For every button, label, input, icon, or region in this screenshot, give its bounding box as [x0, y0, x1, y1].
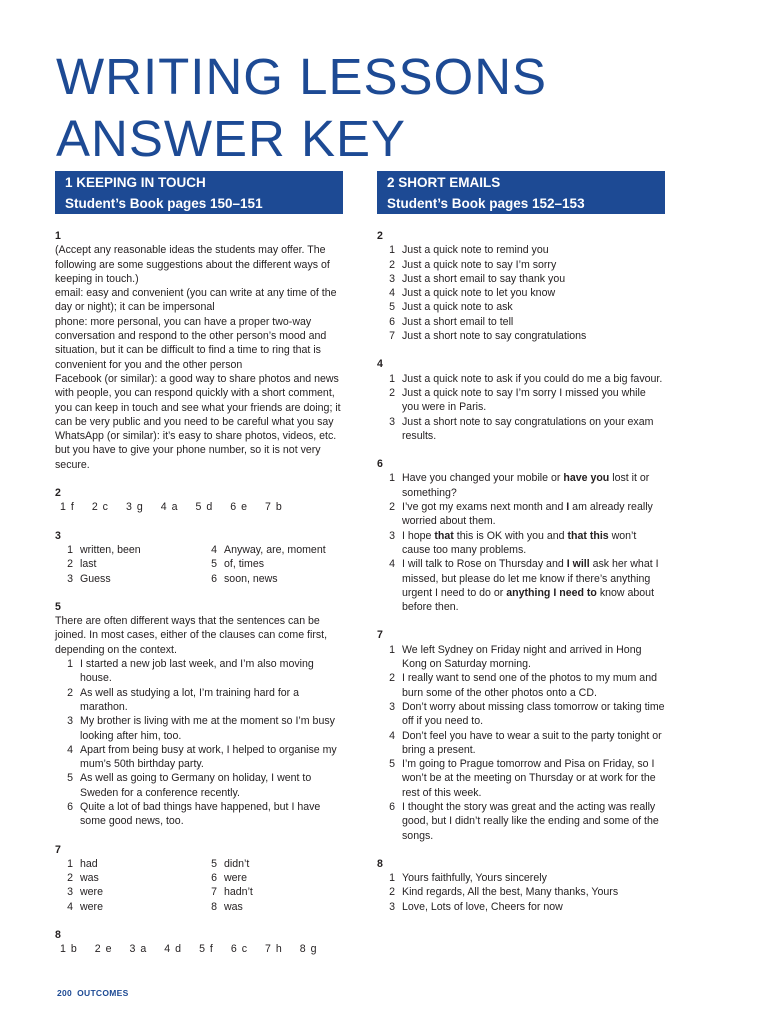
list-item: 2 last — [67, 558, 97, 571]
exercise-7 — [55, 843, 343, 914]
list-item: 4 Apart from being busy at work, I helped to organise my mum’s 50th birthday party. — [67, 743, 337, 771]
exercise-number: 4 — [377, 358, 383, 371]
exercise-number: 6 — [377, 458, 383, 471]
list-item: 1 Have you changed your mobile or have you lost it or something? — [389, 472, 650, 499]
exercise-7 — [377, 628, 665, 842]
exercise-4 — [377, 357, 665, 443]
answer-pair: 7 h — [265, 943, 282, 956]
answer-grid — [55, 543, 343, 586]
left-column — [55, 171, 343, 971]
list-item: 3 Just a short note to say congratulations on your exam results. — [389, 415, 654, 442]
answer-pair: 4 d — [164, 943, 182, 956]
list-item: 2 As well as studying a lot, I’m training hard for a marathon. — [67, 686, 300, 713]
answer-paragraph: (Accept any reasonable ideas the students may offer. The following are some suggestions about the different ways of keeping in touch.) — [55, 244, 330, 285]
answer-paragraph: email: easy and convenient (you can write at any time of the day or night); it can be impersonal — [55, 287, 337, 314]
list-item: 5 of, times — [211, 558, 265, 571]
answer-pair: 2 e — [94, 943, 112, 956]
list-item: 3 Just a short email to say thank you — [389, 272, 566, 285]
answer-list — [55, 657, 343, 829]
answer-pair: 2 c — [91, 501, 108, 514]
list-item: 5 As well as going to Germany on holiday, I went to Sweden for a conference recently. — [67, 772, 312, 799]
list-item: 6 I thought the story was great and the acting was really good, but I didn’t really like the ending and some of the songs. — [389, 800, 659, 842]
list-item: 2 was — [67, 872, 99, 885]
banner-pages: Student’s Book pages 152–153 — [387, 196, 585, 211]
list-item: 1 had — [67, 857, 98, 870]
list-item: 3 Guess — [67, 572, 111, 585]
section-banner-keeping-in-touch — [55, 171, 343, 214]
answer-pair: 1 f — [60, 501, 74, 514]
exercise-5 — [55, 600, 343, 829]
answer-list — [377, 871, 665, 914]
banner-title: 1 KEEPING IN TOUCH — [65, 175, 206, 190]
list-item: 3 Love, Lots of love, Cheers for now — [389, 900, 563, 913]
answer-pair: 5 f — [199, 943, 213, 956]
answer-pair: 4 a — [160, 501, 178, 514]
answer-pair: 6 e — [230, 501, 248, 514]
answer-pair: 8 g — [299, 943, 317, 956]
list-item: 6 Just a short email to tell — [389, 315, 514, 328]
left-answers — [55, 229, 343, 957]
banner-title: 2 SHORT EMAILS — [387, 175, 501, 190]
list-item: 4 Don’t feel you have to wear a suit to the party tonight or bring a present. — [389, 729, 662, 756]
list-item: 2 Just a quick note to say I’m sorry I missed you while you were in Paris. — [389, 386, 646, 414]
title-line-1: WRITING LESSONS — [56, 48, 548, 105]
list-item: 7 hadn’t — [211, 886, 253, 899]
answer-list — [377, 372, 665, 443]
list-item: 2 Just a quick note to say I’m sorry — [389, 258, 557, 271]
exercise-number: 2 — [55, 487, 61, 500]
list-item: 2 I’ve got my exams next month and I am already really worried about them. — [389, 501, 653, 528]
list-item: 5 didn’t — [211, 857, 250, 870]
exercise-8 — [55, 928, 343, 957]
answer-paragraph: phone: more personal, you can have a proper two-way conversation and respond to the other person’s mood and situation, but it can be difficult to find a time to ring that is convenient for you and the other person — [55, 315, 327, 371]
answer-pair: 3 g — [125, 501, 143, 514]
list-item: 1 Just a quick note to remind you — [389, 244, 549, 257]
list-item: 6 Quite a lot of bad things have happened, but I have some good news, too. — [67, 800, 321, 828]
answer-pair: 5 d — [195, 501, 213, 514]
answer-paragraph: Facebook (or similar): a good way to share photos and news with people, you can respond quickly with a short comment, you can keep in touch and see what your friends are doing; it can be very public and you need to be careful what you say — [55, 372, 341, 428]
list-item: 1 Just a quick note to ask if you could do me a big favour. — [389, 372, 663, 385]
list-item: 1 written, been — [67, 543, 141, 556]
title-line-2: ANSWER KEY — [56, 110, 407, 167]
list-item: 3 were — [67, 886, 103, 899]
right-answers — [377, 229, 665, 914]
right-column — [377, 171, 665, 928]
answer-pair: 7 b — [265, 501, 282, 514]
list-item: 5 I’m going to Prague tomorrow and Pisa on Friday, so I won’t be at the meeting on Thursday or at work for the rest of this week. — [389, 758, 656, 799]
exercise-2 — [377, 229, 665, 343]
exercise-intro: There are often different ways that the sentences can be joined. In most cases, either of the clauses can come first, depending on the context. — [55, 615, 328, 656]
exercise-2 — [55, 486, 343, 515]
exercise-number: 1 — [55, 230, 61, 242]
exercise-6 — [377, 457, 665, 614]
exercise-8 — [377, 857, 665, 914]
section-banner-short-emails — [377, 171, 665, 214]
answer-pair: 1 b — [60, 943, 77, 956]
answer-pair: 3 a — [129, 943, 147, 956]
list-item: 3 I hope that this is OK with you and that this won’t cause too many problems. — [389, 529, 637, 556]
list-item: 3 My brother is living with me at the moment so I’m busy looking after him, too. — [67, 715, 335, 742]
list-item: 4 Just a quick note to let you know — [389, 287, 556, 300]
matching-answers — [55, 942, 343, 956]
page-title — [56, 46, 547, 170]
list-item: 4 were — [67, 900, 103, 913]
answer-list — [377, 243, 665, 343]
list-item: 4 I will talk to Rose on Thursday and I will ask her what I missed, but please do let me know if there’s anything urgent I need to do or anything I need to know about before then. — [389, 558, 659, 614]
list-item: 1 Yours faithfully, Yours sincerely — [389, 872, 547, 885]
exercise-number: 7 — [55, 843, 61, 856]
list-item: 1 We left Sydney on Friday night and arrived in Hong Kong on Saturday morning. — [389, 643, 642, 671]
list-item: 8 was — [211, 900, 243, 913]
exercise-number: 3 — [55, 529, 61, 542]
answer-grid — [55, 857, 343, 914]
page-footer — [57, 988, 129, 998]
list-item: 5 Just a quick note to ask — [389, 301, 513, 314]
answer-pair: 6 c — [230, 943, 248, 956]
list-item: 4 Anyway, are, moment — [211, 543, 326, 556]
exercise-1 — [55, 229, 343, 472]
list-item: 6 were — [211, 872, 247, 885]
answer-list — [377, 471, 665, 614]
exercise-number: 5 — [55, 600, 61, 613]
page-number: 200 — [57, 988, 73, 998]
answer-list — [377, 643, 665, 843]
matching-answers — [55, 500, 343, 514]
answer-paragraph: WhatsApp (or similar): it’s easy to share photos, videos, etc. but you have to give your phone number, so it is not very secure. — [55, 430, 337, 471]
list-item: 6 soon, news — [211, 572, 278, 585]
list-item: 2 Kind regards, All the best, Many thanks, Yours — [389, 886, 619, 899]
list-item: 2 I really want to send one of the photos to my mum and burn some of the other photos onto a CD. — [389, 672, 657, 699]
list-item: 3 Don’t worry about missing class tomorrow or taking time off if you need to. — [389, 700, 665, 728]
exercise-3 — [55, 529, 343, 586]
list-item: 1 I started a new job last week, and I’m also moving house. — [67, 658, 314, 685]
exercise-number: 8 — [55, 929, 61, 942]
book-title: OUTCOMES — [77, 988, 129, 998]
exercise-number: 7 — [377, 629, 383, 642]
list-item: 7 Just a short note to say congratulations — [389, 330, 587, 343]
exercise-number: 8 — [377, 857, 383, 870]
exercise-number: 2 — [377, 230, 383, 242]
banner-pages: Student’s Book pages 150–151 — [65, 196, 263, 211]
